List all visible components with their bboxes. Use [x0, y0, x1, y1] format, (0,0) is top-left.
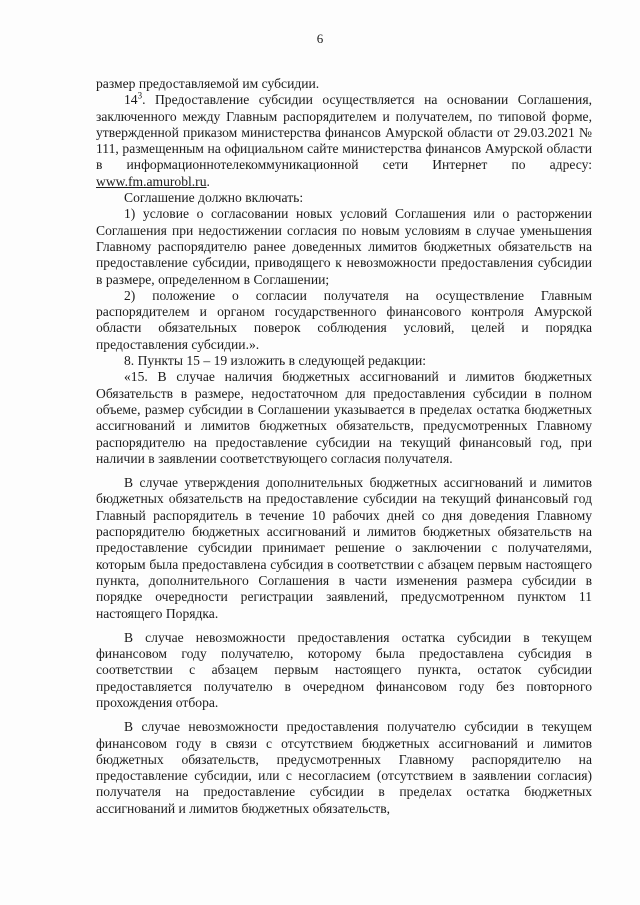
paragraph-item-8: 8. Пункты 15 – 19 изложить в следующей редакции: — [124, 353, 426, 369]
clause-superscript: 3 — [137, 90, 143, 101]
clause-text: . Предоставление субсидии осуществляется на основании Соглашения, заключенного между Главным распорядителем и получателем, по типовой форме, утвержденной приказом министерства финансов Амурской области от 29.03.2021 № 111, размещенным на официальном сайте министерства финансов Амурской области в информационнотелекоммуникационной сети Интернет по адресу: — [96, 92, 592, 173]
paragraph-remaining-subsidy: В случае невозможности предоставления остатка субсидии в текущем финансовом году получателю, которому была предоставлена субсидия в соответствии с абзацем первым настоящего пункта, остаток субсидии предоставляется получателю в очередном финансовом году без повторного прохождения отбора. — [96, 629, 592, 710]
paragraph-14-3 — [96, 92, 592, 190]
paragraph-additional-allocations: В случае утверждения дополнительных бюджетных ассигнований и лимитов бюджетных обязательств на предоставление субсидии на текущий финансовый год Главный распорядитель в течение 10 рабочих дней со дня доведения Главному распорядителю бюджетных ассигнований и лимитов бюджетных обязательств на предоставление субсидии принимает решение о заключении с получателями, которым была предоставлена субсидия в соответствии с абзацем первым настоящего пункта, дополнительного Соглашения в части изменения размера субсидии в порядке очередности регистрации заявлений, предусмотренном пунктом 11 настоящего Порядка. — [96, 475, 592, 621]
paragraph-condition-2: 2) положение о согласии получателя на осуществление Главным распорядителем и органом государственного финансового контроля Амурской области обязательных поверок соблюдения условий, целей и порядка предоставления субсидии.». — [96, 287, 592, 352]
paragraph-clause-15: «15. В случае наличия бюджетных ассигнований и лимитов бюджетных Обязательств в размере, недостаточном для предоставления субсидии в полном объеме, размер субсидии в Соглашении указывается в пределах остатка бюджетных ассигнований и лимитов бюджетных обязательств, предусмотренных Главному распорядителю на предоставление субсидии на текущий финансовый год, при наличии в заявлении соответствующего согласия получателя. — [96, 369, 592, 466]
clause-end: . — [206, 173, 210, 189]
paragraph-agreement-includes: Соглашение должно включать: — [124, 190, 304, 206]
document-body — [96, 76, 592, 817]
clause-number: 14 — [124, 92, 138, 108]
paragraph-impossibility: В случае невозможности предоставления получателю субсидии в текущем финансовом году в связи с отсутствием бюджетных ассигнований и лимитов бюджетных обязательств, предусмотренных Главному распорядителю на предоставление субсидии, или с несогласием (отсутствием в заявлении согласия) получателя на предоставление субсидии в пределах остатка бюджетных ассигнований и лимитов бюджетных обязательств, — [96, 719, 592, 816]
paragraph-subsidy-size: размер предоставляемой им субсидии. — [96, 76, 320, 91]
ministry-website-link[interactable]: www.fm.amurobl.ru — [96, 173, 207, 189]
paragraph-condition-1: 1) условие о согласовании новых условий Соглашения или о расторжении Соглашения при недостижении согласия по новым условиям в случае уменьшения Главному распорядителю ранее доведенных лимитов бюджетных обязательств на предоставление субсидии, приводящего к невозможности предоставления субсидии в размере, определенном в Соглашении; — [96, 206, 592, 287]
page-number: 6 — [316, 31, 324, 46]
